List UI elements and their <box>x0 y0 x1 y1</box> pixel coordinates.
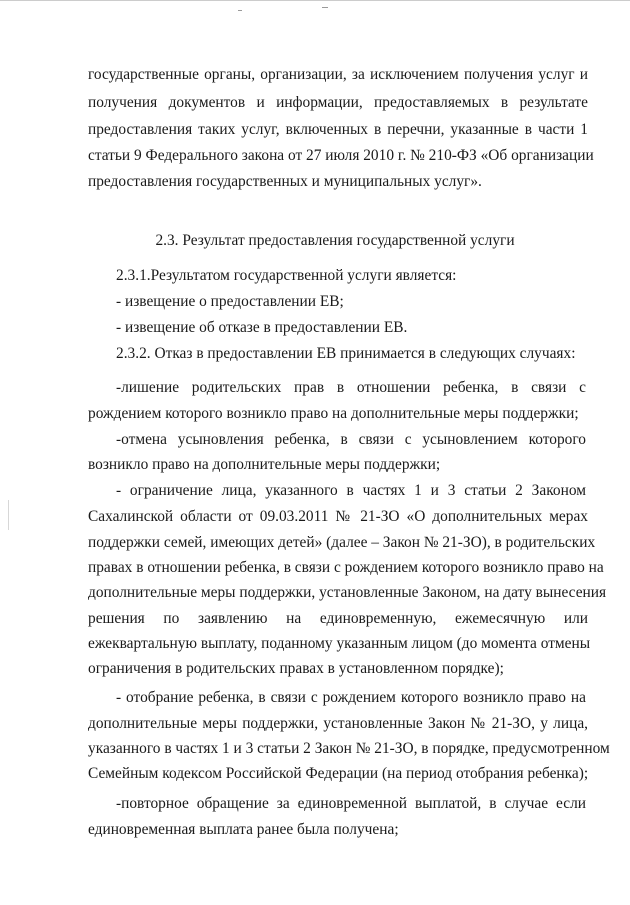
body-line: 2.3.1.Результатом государственной услуги является: <box>116 267 457 284</box>
body-line: - извещение об отказе в предоставлении ЕВ. <box>116 319 408 336</box>
intro-line: статьи 9 Федерального закона от 27 июля 2010 г. № 210-ФЗ «Об организации <box>88 147 594 164</box>
scan-artifact <box>0 0 630 1</box>
body-line: -отмена усыновления ребенка, в связи с усыновлением которого <box>116 431 586 448</box>
body-line: рождением которого возникло право на дополнительные меры поддержки; <box>88 405 579 422</box>
body-line: решения по заявлению на единовременную, ежемесячную или <box>88 610 588 627</box>
section-heading: 2.3. Результат предоставления государственной услуги <box>155 232 515 249</box>
intro-line: получения документов и информации, предоставляемых в результате <box>88 94 588 111</box>
scan-artifact <box>322 7 328 8</box>
body-line: - отобрание ребенка, в связи с рождением которого возникло право на <box>116 689 586 706</box>
body-line: правах в отношении ребенка, в связи с рождением которого возникло право на <box>88 559 604 576</box>
body-line: -лишение родительских прав в отношении ребенка, в связи с <box>116 379 586 396</box>
body-line: - ограничение лица, указанного в частях 1 и 3 статьи 2 Законом <box>116 482 586 499</box>
body-line: поддержки семей, имеющих детей» (далее – Закон № 21-ЗО), в родительских <box>88 534 596 551</box>
scan-artifact <box>238 10 242 11</box>
body-line: указанного в частях 1 и 3 статьи 2 Закон № 21-ЗО, в порядке, предусмотренном <box>88 740 610 757</box>
intro-line: предоставления государственных и муниципальных услуг». <box>88 173 482 190</box>
body-line: дополнительные меры поддержки, установленные Закон № 21-ЗО, у лица, <box>88 715 588 732</box>
body-line: дополнительные меры поддержки, установленные Законом, на дату вынесения <box>88 584 607 601</box>
body-line: ограничения в родительских правах в установленном порядке); <box>88 660 504 677</box>
body-line: Сахалинской области от 09.03.2011 № 21-ЗО «О дополнительных мерах <box>88 508 588 525</box>
body-line: 2.3.2. Отказ в предоставлении ЕВ принимается в следующих случаях: <box>116 345 576 362</box>
intro-line: предоставления таких услуг, включенных в перечни, указанные в части 1 <box>88 121 588 138</box>
body-line: единовременная выплата ранее была получена; <box>88 821 399 838</box>
body-line: Семейным кодексом Российской Федерации (на период отобрания ребенка); <box>88 765 589 782</box>
scan-artifact <box>8 500 9 530</box>
body-line: возникло право на дополнительные меры поддержки; <box>88 456 441 473</box>
intro-line: государственные органы, организации, за исключением получения услуг и <box>88 66 588 83</box>
body-line: -повторное обращение за единовременной выплатой, в случае если <box>116 795 586 812</box>
body-line: - извещение о предоставлении ЕВ; <box>116 293 344 310</box>
body-line: ежеквартальную выплату, поданному указанным лицом (до момента отмены <box>88 635 591 652</box>
